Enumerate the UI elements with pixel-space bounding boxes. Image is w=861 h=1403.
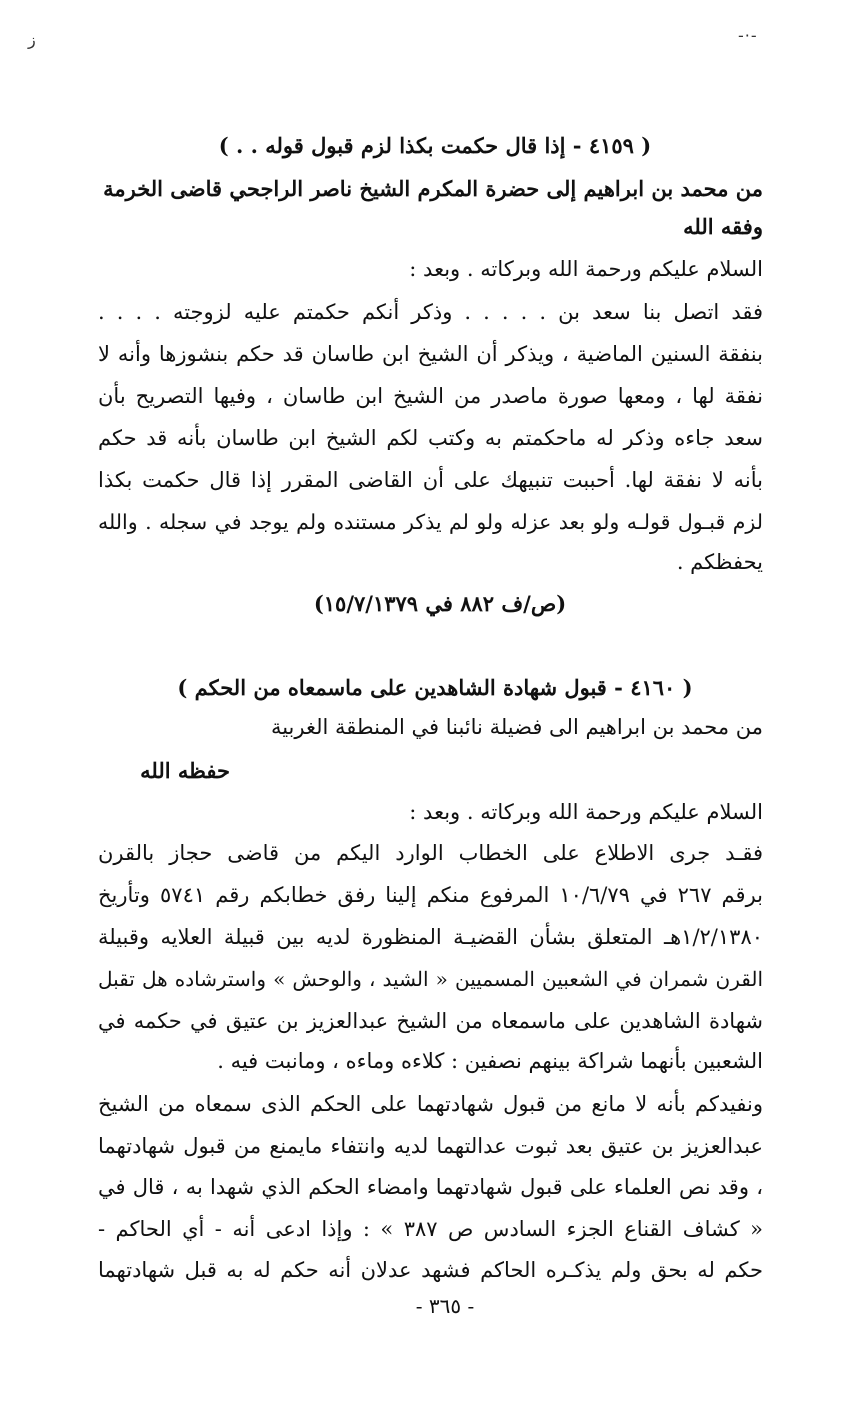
section-4159-body-line: سعد جاءه وذكر له ماحكمتم به وكتب لكم الشيخ ابن طاسان بأنه قد حكم [98,426,763,450]
section-4160-para1-line: فقـد جرى الاطلاع على الخطاب الوارد اليكم من قاضى حجاز بالقرن [98,841,763,865]
section-4160-heading: ( ٤١٦٠ - قبول شهادة الشاهدين على ماسمعاه من الحكم ) [177,675,693,700]
margin-mark-corner: ز [28,30,36,49]
section-4159-reference: (ص/ف ٨٨٢ في ١٥/٧/١٣٧٩) [313,591,567,616]
section-4159-body-line: بأنه لا نفقة لها. أحببت تنبيهك على أن القاضى المقرر إذا قال حكمت بكذا [98,468,763,492]
page-number: - ٣٦٥ - [415,1294,475,1318]
section-4159-greeting: السلام عليكم ورحمة الله وبركاته . وبعد : [409,257,763,281]
section-4159-body-line: بنفقة السنين الماضية ، ويذكر أن الشيخ ابن طاسان قد حكم بنشوزها وأنه لا [98,342,763,366]
section-4159-blessing: وفقه الله [683,214,763,239]
section-4159-body-last: يحفظكم . [676,550,763,574]
section-4160-para2-line: حكم له بحق ولم يذكـره الحاكم فشهد عدلان أنه حكم له به قبل شهادتهما [98,1258,763,1282]
section-4160-greeting: السلام عليكم ورحمة الله وبركاته . وبعد : [409,800,763,824]
section-4160-from-line: من محمد بن ابراهيم الى فضيلة نائبنا في المنطقة الغربية [270,715,763,739]
section-4160-para2-line: « كشاف القناع الجزء السادس ص ٣٨٧ » : وإذا ادعى أنه - أي الحاكم - [98,1217,763,1241]
section-4160-para1-line: ١/٢/١٣٨٠هـ المتعلق بشأن القضيـة المنظورة لديه بين قبيلة العلايه وقبيلة [98,925,763,949]
section-4160-para1-line: برقم ٢٦٧ في ١٠/٦/٧٩ المرفوع منكم إلينا رفق خطابكم رقم ٥٧٤١ وتأريخ [98,883,764,907]
section-4160-para2-line: ، وقد نص العلماء على قبول شهادتهما وامضاء الحكم الذي شهدا به ، قال في [98,1175,763,1199]
section-4159-from-line: من محمد بن ابراهيم إلى حضرة المكرم الشيخ ناصر الراجحي قاضى الخرمة [103,176,763,201]
section-4160-para1-line: شهادة الشاهدين على ماسمعاه من الشيخ عبدالعزيز بن عتيق في حكمه في [98,1009,763,1033]
section-4159-body-line: فقد اتصل بنا سعد بن . . . . . وذكر أنكم حكمتم عليه لزوجته . . . . [98,300,763,324]
section-4160-para1-last: الشعبين بأنهما شراكة بينهم نصفين : كلاءه وماءه ، ومانبت فيه . [217,1049,763,1073]
margin-mark-dash: -·- [738,26,758,45]
section-4159-heading: ( ٤١٥٩ - إذا قال حكمت بكذا لزم قبول قوله . . ) [218,133,652,158]
section-4159-body-line: نفقة لها ، ومعها صورة ماصدر من الشيخ ابن طاسان ، وفيها التصريح بأن [98,384,763,408]
section-4160-para2-line: عبدالعزيز بن عتيق بعد ثبوت عدالتهما لديه وانتفاء مايمنع من قبول شهادتهما [98,1134,763,1158]
section-4160-para1-line: القرن شمران في الشعبين المسميين « الشيد ، والوحش » واسترشاده هل تقبل [98,967,763,991]
section-4160-para2-line: ونفيدكم بأنه لا مانع من قبول شهادتهما على الحكم الذى سمعاه من الشيخ [98,1092,763,1116]
section-4159-body-line: لزم قبـول قولـه ولو بعد عزله ولو لم يذكر مستنده ولم يوجد في سجله . والله [98,510,763,534]
section-4160-blessing: حفظه الله [140,758,230,783]
